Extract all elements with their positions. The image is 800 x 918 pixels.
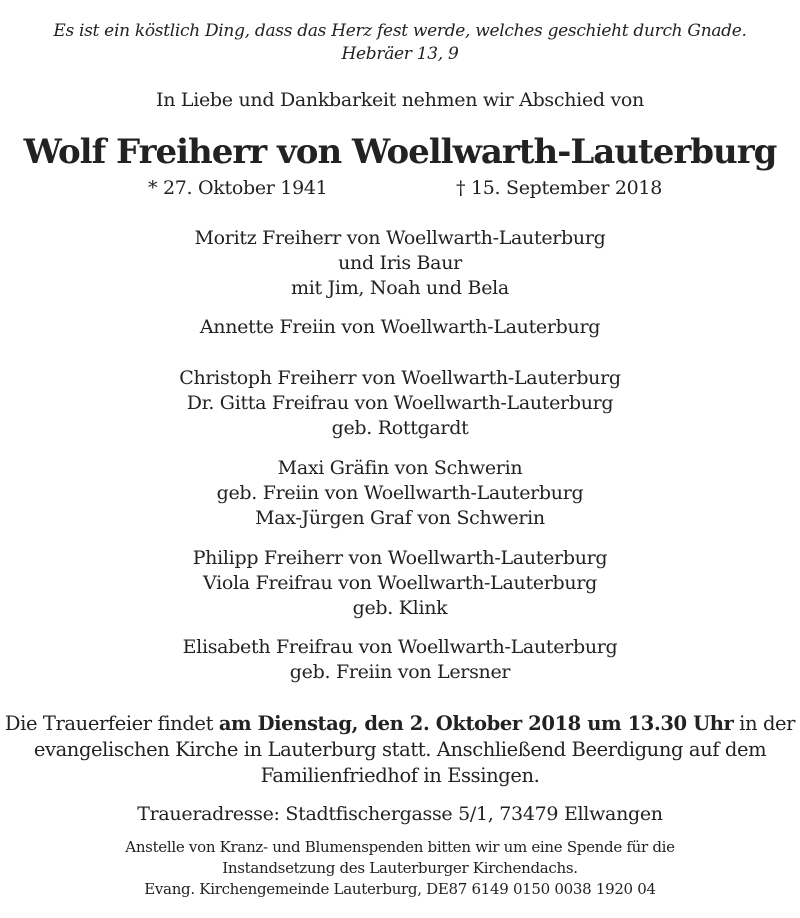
mourner-line: und Iris Baur bbox=[338, 252, 462, 274]
mourner-line: Moritz Freiherr von Woellwarth-Lauterburg bbox=[194, 227, 606, 249]
mourner-line: geb. Freiin von Woellwarth-Lauterburg bbox=[216, 482, 584, 504]
ceremony-burial: Familienfriedhof in Essingen. bbox=[260, 764, 540, 787]
mourning-address: Traueradresse: Stadtfischergasse 5/1, 73479 Ellwangen bbox=[137, 803, 663, 825]
bible-verse: Es ist ein köstlich Ding, dass das Herz fest werde, welches geschieht durch Gnade. bbox=[53, 21, 747, 41]
intro-text: In Liebe und Dankbarkeit nehmen wir Abschied von bbox=[156, 89, 644, 111]
bible-reference: Hebräer 13, 9 bbox=[341, 44, 459, 64]
mourner-line: Maxi Gräfin von Schwerin bbox=[277, 457, 523, 479]
mourner-line: geb. Rottgardt bbox=[331, 417, 469, 439]
birth-date: * 27. Oktober 1941 bbox=[148, 177, 328, 199]
mourner-line: Elisabeth Freifrau von Woellwarth-Lauterburg bbox=[182, 636, 618, 658]
mourner-line: Annette Freiin von Woellwarth-Lauterburg bbox=[199, 316, 601, 338]
mourner-line: Dr. Gitta Freifrau von Woellwarth-Lauterburg bbox=[186, 392, 614, 414]
ceremony-line bbox=[0, 711, 800, 737]
deceased-name: Wolf Freiherr von Woellwarth-Lauterburg bbox=[23, 132, 777, 172]
donation-line: Instandsetzung des Lauterburger Kirchendachs. bbox=[222, 859, 578, 877]
mourner-line: mit Jim, Noah und Bela bbox=[291, 277, 509, 299]
ceremony-prefix: Die Trauerfeier findet bbox=[4, 712, 213, 735]
mourner-line: geb. Klink bbox=[352, 597, 448, 619]
ceremony-location: evangelischen Kirche in Lauterburg statt. Anschließend Beerdigung auf dem bbox=[33, 738, 767, 761]
mourner-line: Viola Freifrau von Woellwarth-Lauterburg bbox=[203, 572, 597, 594]
donation-bank-details: Evang. Kirchengemeinde Lauterburg, DE87 6149 0150 0038 1920 04 bbox=[144, 880, 656, 898]
mourner-line: Max-Jürgen Graf von Schwerin bbox=[255, 507, 545, 529]
mourner-line: Philipp Freiherr von Woellwarth-Lauterburg bbox=[192, 547, 608, 569]
ceremony-suffix: in der bbox=[739, 712, 796, 735]
death-date: † 15. September 2018 bbox=[456, 177, 662, 199]
ceremony-date: am Dienstag, den 2. Oktober 2018 um 13.30 Uhr bbox=[218, 712, 734, 735]
mourner-line: Christoph Freiherr von Woellwarth-Lauterburg bbox=[179, 367, 621, 389]
mourner-line: geb. Freiin von Lersner bbox=[289, 661, 511, 683]
donation-line: Anstelle von Kranz- und Blumenspenden bitten wir um eine Spende für die bbox=[125, 838, 675, 856]
